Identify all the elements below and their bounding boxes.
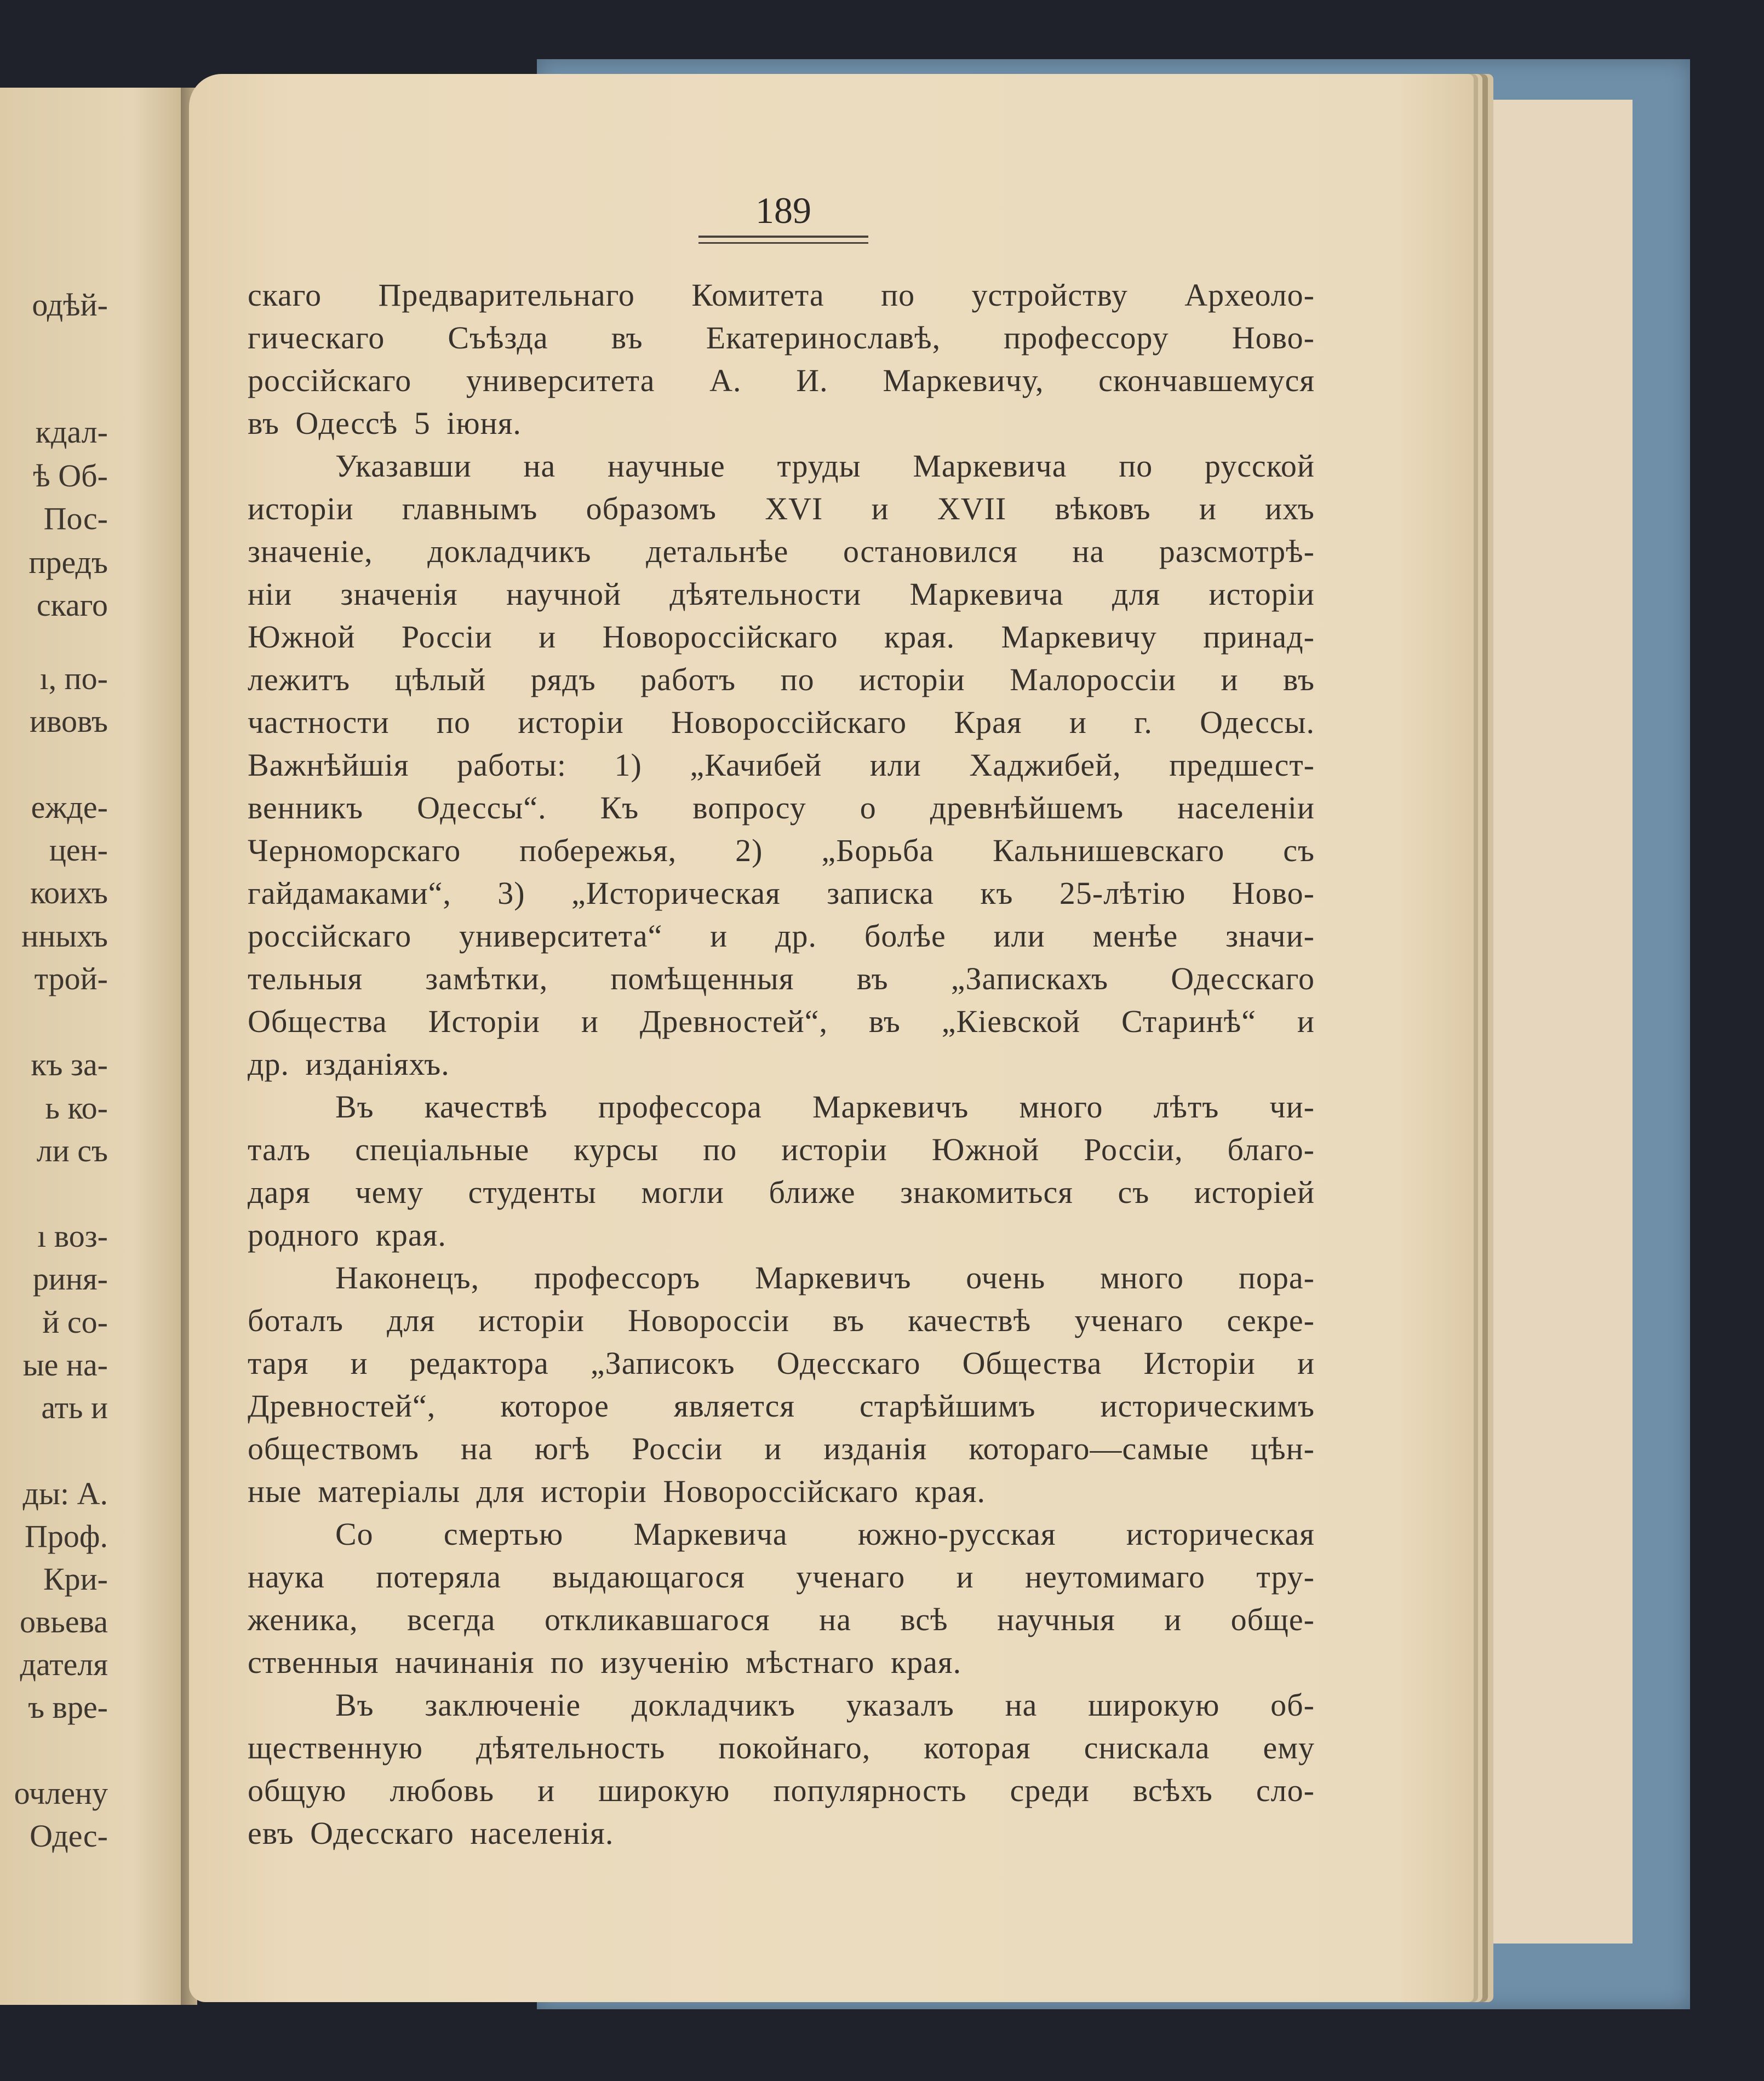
body-line: ные матеріалы для исторіи Новороссійскаго края. <box>248 1474 986 1509</box>
left-page-line: очлену <box>14 1775 108 1811</box>
body-line: лежитъ цѣлый рядъ работъ по исторіи Малороссіи и въ <box>248 662 1315 697</box>
body-line: венникъ Одессы“. Къ вопросу о древнѣйшемъ населеніи <box>248 790 1315 825</box>
body-line: скаго Предварительнаго Комитета по устройству Археоло- <box>248 277 1315 313</box>
left-page-line: ли съ <box>36 1133 108 1168</box>
left-page-line: Одес- <box>30 1818 108 1854</box>
page-number-rule-top <box>698 236 868 238</box>
body-line: Со смертью Маркевича южно-русская историческая <box>335 1516 1315 1552</box>
left-page-line: Проф. <box>25 1518 108 1554</box>
page-number-rule-bottom <box>698 242 868 244</box>
book-back-cover <box>1457 100 1633 1944</box>
body-line: россійскаго университета“ и др. болѣе или менѣе значи- <box>248 918 1315 954</box>
body-line: родного края. <box>248 1217 446 1253</box>
left-page-line: цен- <box>49 832 108 868</box>
left-page-line: ь ко- <box>45 1090 108 1126</box>
left-page-line: ые на- <box>22 1347 108 1383</box>
body-line: общую любовь и широкую популярность среди всѣхъ сло- <box>248 1773 1315 1808</box>
body-line: даря чему студенты могли ближе знакомиться съ исторіей <box>248 1174 1315 1210</box>
left-page-line: предъ <box>28 544 108 580</box>
body-line: въ Одессѣ 5 іюня. <box>248 405 522 441</box>
left-page-line: ı, по- <box>39 661 108 696</box>
left-page-line: коихъ <box>30 875 108 910</box>
body-line: ніи значенія научной дѣятельности Маркевича для исторіи <box>248 576 1315 612</box>
body-line: Черноморскаго побережья, 2) „Борьба Кальнишевскаго съ <box>248 833 1315 868</box>
body-line: Въ заключеніе докладчикъ указалъ на широкую об- <box>335 1687 1315 1723</box>
left-page-line: дателя <box>20 1647 108 1682</box>
left-page-line: й со- <box>42 1304 108 1340</box>
left-page-line: къ за- <box>31 1047 108 1082</box>
left-page <box>0 88 189 2005</box>
left-page-line: Пос- <box>43 501 108 536</box>
left-page-line: нныхъ <box>21 918 108 954</box>
left-page-line: ı воз- <box>37 1218 108 1254</box>
left-page-line: ъ вре- <box>28 1689 108 1725</box>
left-page-line: ивовъ <box>30 703 108 739</box>
body-line: ственныя начинанія по изученію мѣстнаго края. <box>248 1644 962 1680</box>
body-line: таря и редактора „Записокъ Одесскаго Общества Исторіи и <box>248 1345 1315 1381</box>
page-body-text <box>248 274 1315 1855</box>
body-line: частности по исторіи Новороссійскаго Края и г. Одессы. <box>248 704 1315 740</box>
body-line: Общества Исторіи и Древностей“, въ „Кіевской Старинѣ“ и <box>248 1004 1315 1039</box>
left-page-line: кдал- <box>35 414 108 450</box>
left-page-line: одѣй- <box>32 287 108 323</box>
body-line: Указавши на научные труды Маркевича по русской <box>335 448 1315 484</box>
body-line: Наконецъ, профессоръ Маркевичъ очень много пора- <box>335 1260 1315 1295</box>
body-line: Въ качествѣ профессора Маркевичъ много лѣтъ чи- <box>335 1089 1315 1125</box>
left-page-line: овьева <box>20 1604 108 1639</box>
left-page-line: трой- <box>34 961 108 996</box>
body-line: Древностей“, которое является старѣйшимъ историческимъ <box>248 1388 1315 1424</box>
left-page-line: скаго <box>36 587 108 623</box>
body-line: талъ спеціальные курсы по исторіи Южной Россіи, благо- <box>248 1132 1315 1167</box>
left-page-line: ать и <box>41 1390 108 1425</box>
left-page-line: ежде- <box>31 789 108 825</box>
body-line: боталъ для исторіи Новороссіи въ качествѣ ученаго секре- <box>248 1303 1315 1338</box>
body-line: наука потеряла выдающагося ученаго и неутомимаго тру- <box>248 1559 1315 1595</box>
body-line: обществомъ на югѣ Россіи и изданія котораго—самые цѣн- <box>248 1431 1315 1466</box>
left-page-line: ды: А. <box>22 1476 108 1511</box>
body-line: гайдамаками“, 3) „Историческая записка къ 25-лѣтію Ново- <box>248 875 1315 911</box>
body-line: тельныя замѣтки, помѣщенныя въ „Запискахъ Одесскаго <box>248 961 1315 996</box>
left-page-line: риня- <box>32 1261 108 1297</box>
left-page-line: Кри- <box>43 1561 108 1597</box>
body-line: Важнѣйшія работы: 1) „Качибей или Хаджибей, предшест- <box>248 747 1315 783</box>
left-page-line: ѣ Об- <box>33 458 108 494</box>
body-line: исторіи главнымъ образомъ XVI и XVII вѣковъ и ихъ <box>248 491 1315 526</box>
body-line: щественную дѣятельность покойнаго, которая снискала ему <box>248 1730 1315 1765</box>
body-line: женика, всегда откликавшагося на всѣ научныя и обще- <box>248 1602 1315 1637</box>
page-number: 189 <box>755 190 811 231</box>
body-line: Южной Россіи и Новороссійскаго края. Маркевичу принад- <box>248 619 1315 655</box>
body-line: гическаго Съѣзда въ Екатеринославѣ, профессору Ново- <box>248 320 1315 356</box>
body-line: россійскаго университета А. И. Маркевичу, скончавшемуся <box>248 363 1315 398</box>
body-line: евъ Одесскаго населенія. <box>248 1815 614 1851</box>
body-line: значеніе, докладчикъ детальнѣе остановился на разсмотрѣ- <box>248 534 1315 569</box>
body-line: др. изданіяхъ. <box>248 1046 450 1082</box>
